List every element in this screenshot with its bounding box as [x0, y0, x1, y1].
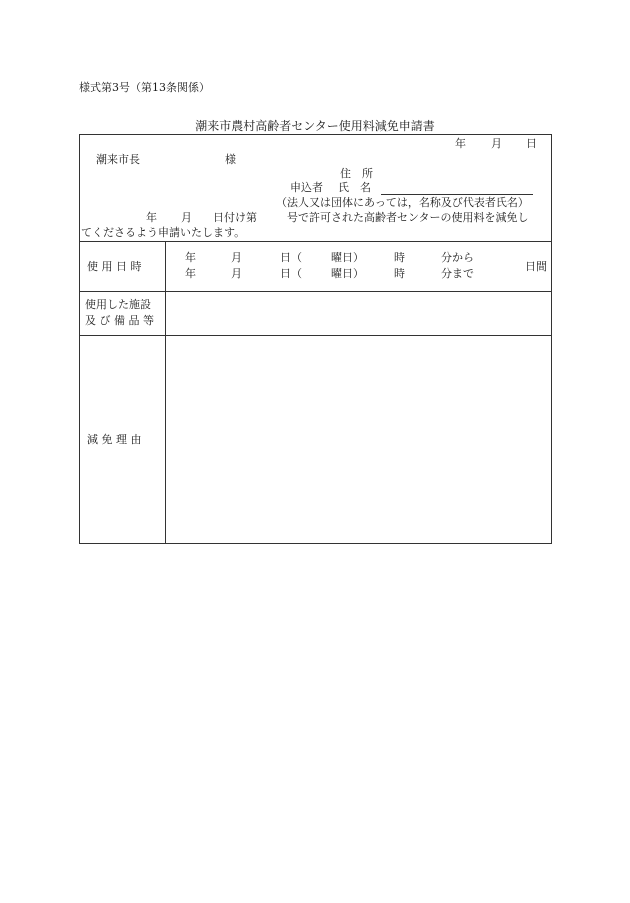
row-divider-2 [80, 291, 551, 292]
facilities-label-line1: 使用した施設 [85, 298, 151, 311]
from-minute: 分から [441, 251, 474, 264]
request-body: 号で許可された高齢者センターの使用料を減免し [287, 211, 529, 224]
to-minute: 分まで [441, 267, 474, 280]
to-month: 月 [231, 267, 242, 280]
request-dated: 日付け第 [213, 211, 257, 224]
from-hour: 時 [394, 251, 405, 264]
date-day-label: 日 [526, 137, 537, 150]
to-year: 年 [185, 267, 196, 280]
request-body-line2: てくださるよう申請いたします。 [81, 226, 246, 239]
form-number-label: 様式第3号（第13条関係） [79, 81, 210, 94]
reason-value-field[interactable] [170, 341, 545, 537]
from-weekday: 曜日） [331, 251, 364, 264]
from-month: 月 [231, 251, 242, 264]
facilities-value-field[interactable] [170, 299, 545, 327]
row-divider-3 [80, 335, 551, 336]
from-year: 年 [185, 251, 196, 264]
name-label: 氏 名 [338, 181, 371, 194]
addressee-name: 潮来市長 [96, 153, 140, 166]
request-year: 年 [146, 211, 157, 224]
request-month: 月 [181, 211, 192, 224]
applicant-label: 申込者 [290, 181, 323, 194]
usage-datetime-label: 使 用 日 時 [87, 260, 142, 273]
to-hour: 時 [394, 267, 405, 280]
signature-line [381, 194, 533, 195]
addressee-honorific: 様 [225, 153, 236, 166]
reason-label: 減 免 理 由 [87, 433, 142, 446]
corporate-note: （法人又は団体にあっては，名称及び代表者氏名） [276, 196, 529, 209]
days-unit-label: 日間 [525, 260, 547, 273]
application-form-table [79, 134, 552, 544]
date-month-label: 月 [491, 137, 502, 150]
column-divider [165, 241, 166, 543]
to-weekday: 曜日） [331, 267, 364, 280]
facilities-label-line2: 及 び 備 品 等 [85, 314, 154, 327]
address-label: 住 所 [340, 167, 373, 180]
date-year-label: 年 [455, 137, 466, 150]
document-title: 潮来市農村高齢者センター使用料減免申請書 [195, 119, 435, 133]
row-divider-1 [80, 241, 551, 242]
to-day: 日（ [280, 267, 302, 280]
from-day: 日（ [280, 251, 302, 264]
